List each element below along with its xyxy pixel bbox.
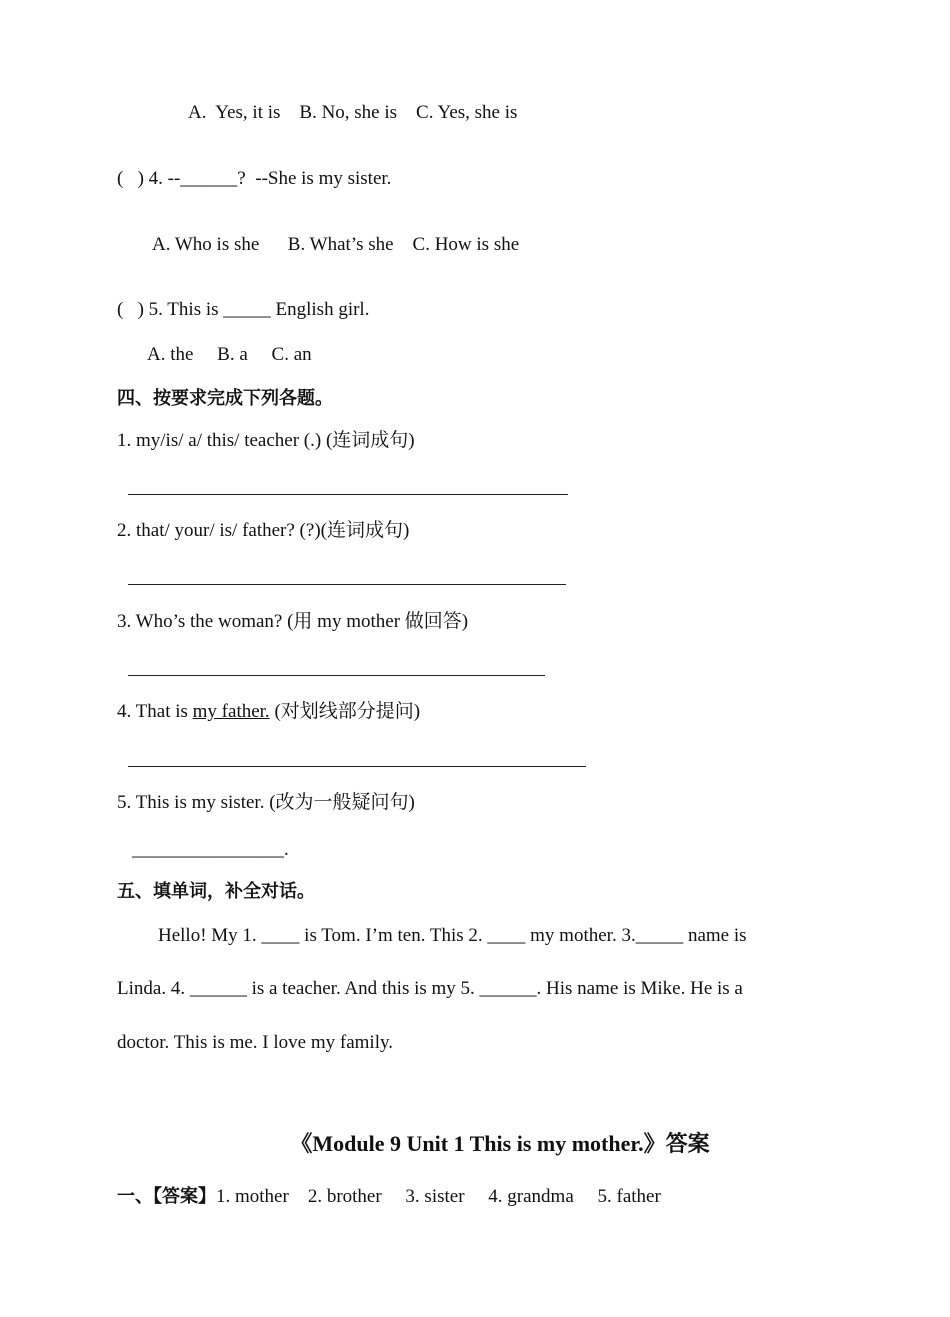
answers-line: [117, 1185, 661, 1209]
answer-line-1: [128, 494, 568, 495]
section5-heading: 五、填单词，补全对话。: [117, 881, 315, 902]
s4-item-4: [117, 700, 420, 724]
section4-heading: 四、按要求完成下列各题。: [117, 388, 333, 409]
s4-item-4-prefix: 4. That is: [117, 701, 193, 722]
answer-line-2: [128, 584, 566, 585]
passage-line-3: doctor. This is me. I love my family.: [117, 1032, 393, 1053]
answers-text: 1. mother 2. brother 3. sister 4. grandma 5. father: [216, 1186, 661, 1207]
s4-item-1: 1. my/is/ a/ this/ teacher (.) (连词成句): [117, 430, 415, 451]
s4-item-3: 3. Who’s the woman? (用 my mother 做回答): [117, 611, 469, 632]
answer-line-4: [128, 766, 586, 767]
answers-title: 《Module 9 Unit 1 This is my mother.》答案: [290, 1131, 710, 1156]
s4-item-5-answer: ________________.: [132, 839, 289, 860]
s4-item-4-suffix: (对划线部分提问): [269, 701, 421, 722]
q3-options: A. Yes, it is B. No, she is C. Yes, she is: [188, 102, 518, 123]
q5-stem: ( ) 5. This is _____ English girl.: [117, 299, 370, 320]
passage-line-2: Linda. 4. ______ is a teacher. And this is my 5. ______. His name is Mike. He is a: [117, 978, 743, 999]
q4-options: A. Who is she B. What’s she C. How is she: [152, 234, 520, 255]
answers-label: 一、【答案】: [117, 1186, 216, 1207]
q5-options: A. the B. a C. an: [147, 344, 312, 365]
underlined-phrase: my father.: [192, 701, 270, 722]
s4-item-2: 2. that/ your/ is/ father? (?)(连词成句): [117, 520, 410, 541]
s4-item-5: 5. This is my sister. (改为一般疑问句): [117, 792, 415, 813]
q4-stem: ( ) 4. --______? --She is my sister.: [117, 168, 392, 189]
answer-line-3: [128, 675, 545, 676]
passage-line-1: Hello! My 1. ____ is Tom. I’m ten. This 2. ____ my mother. 3._____ name is: [158, 925, 747, 946]
